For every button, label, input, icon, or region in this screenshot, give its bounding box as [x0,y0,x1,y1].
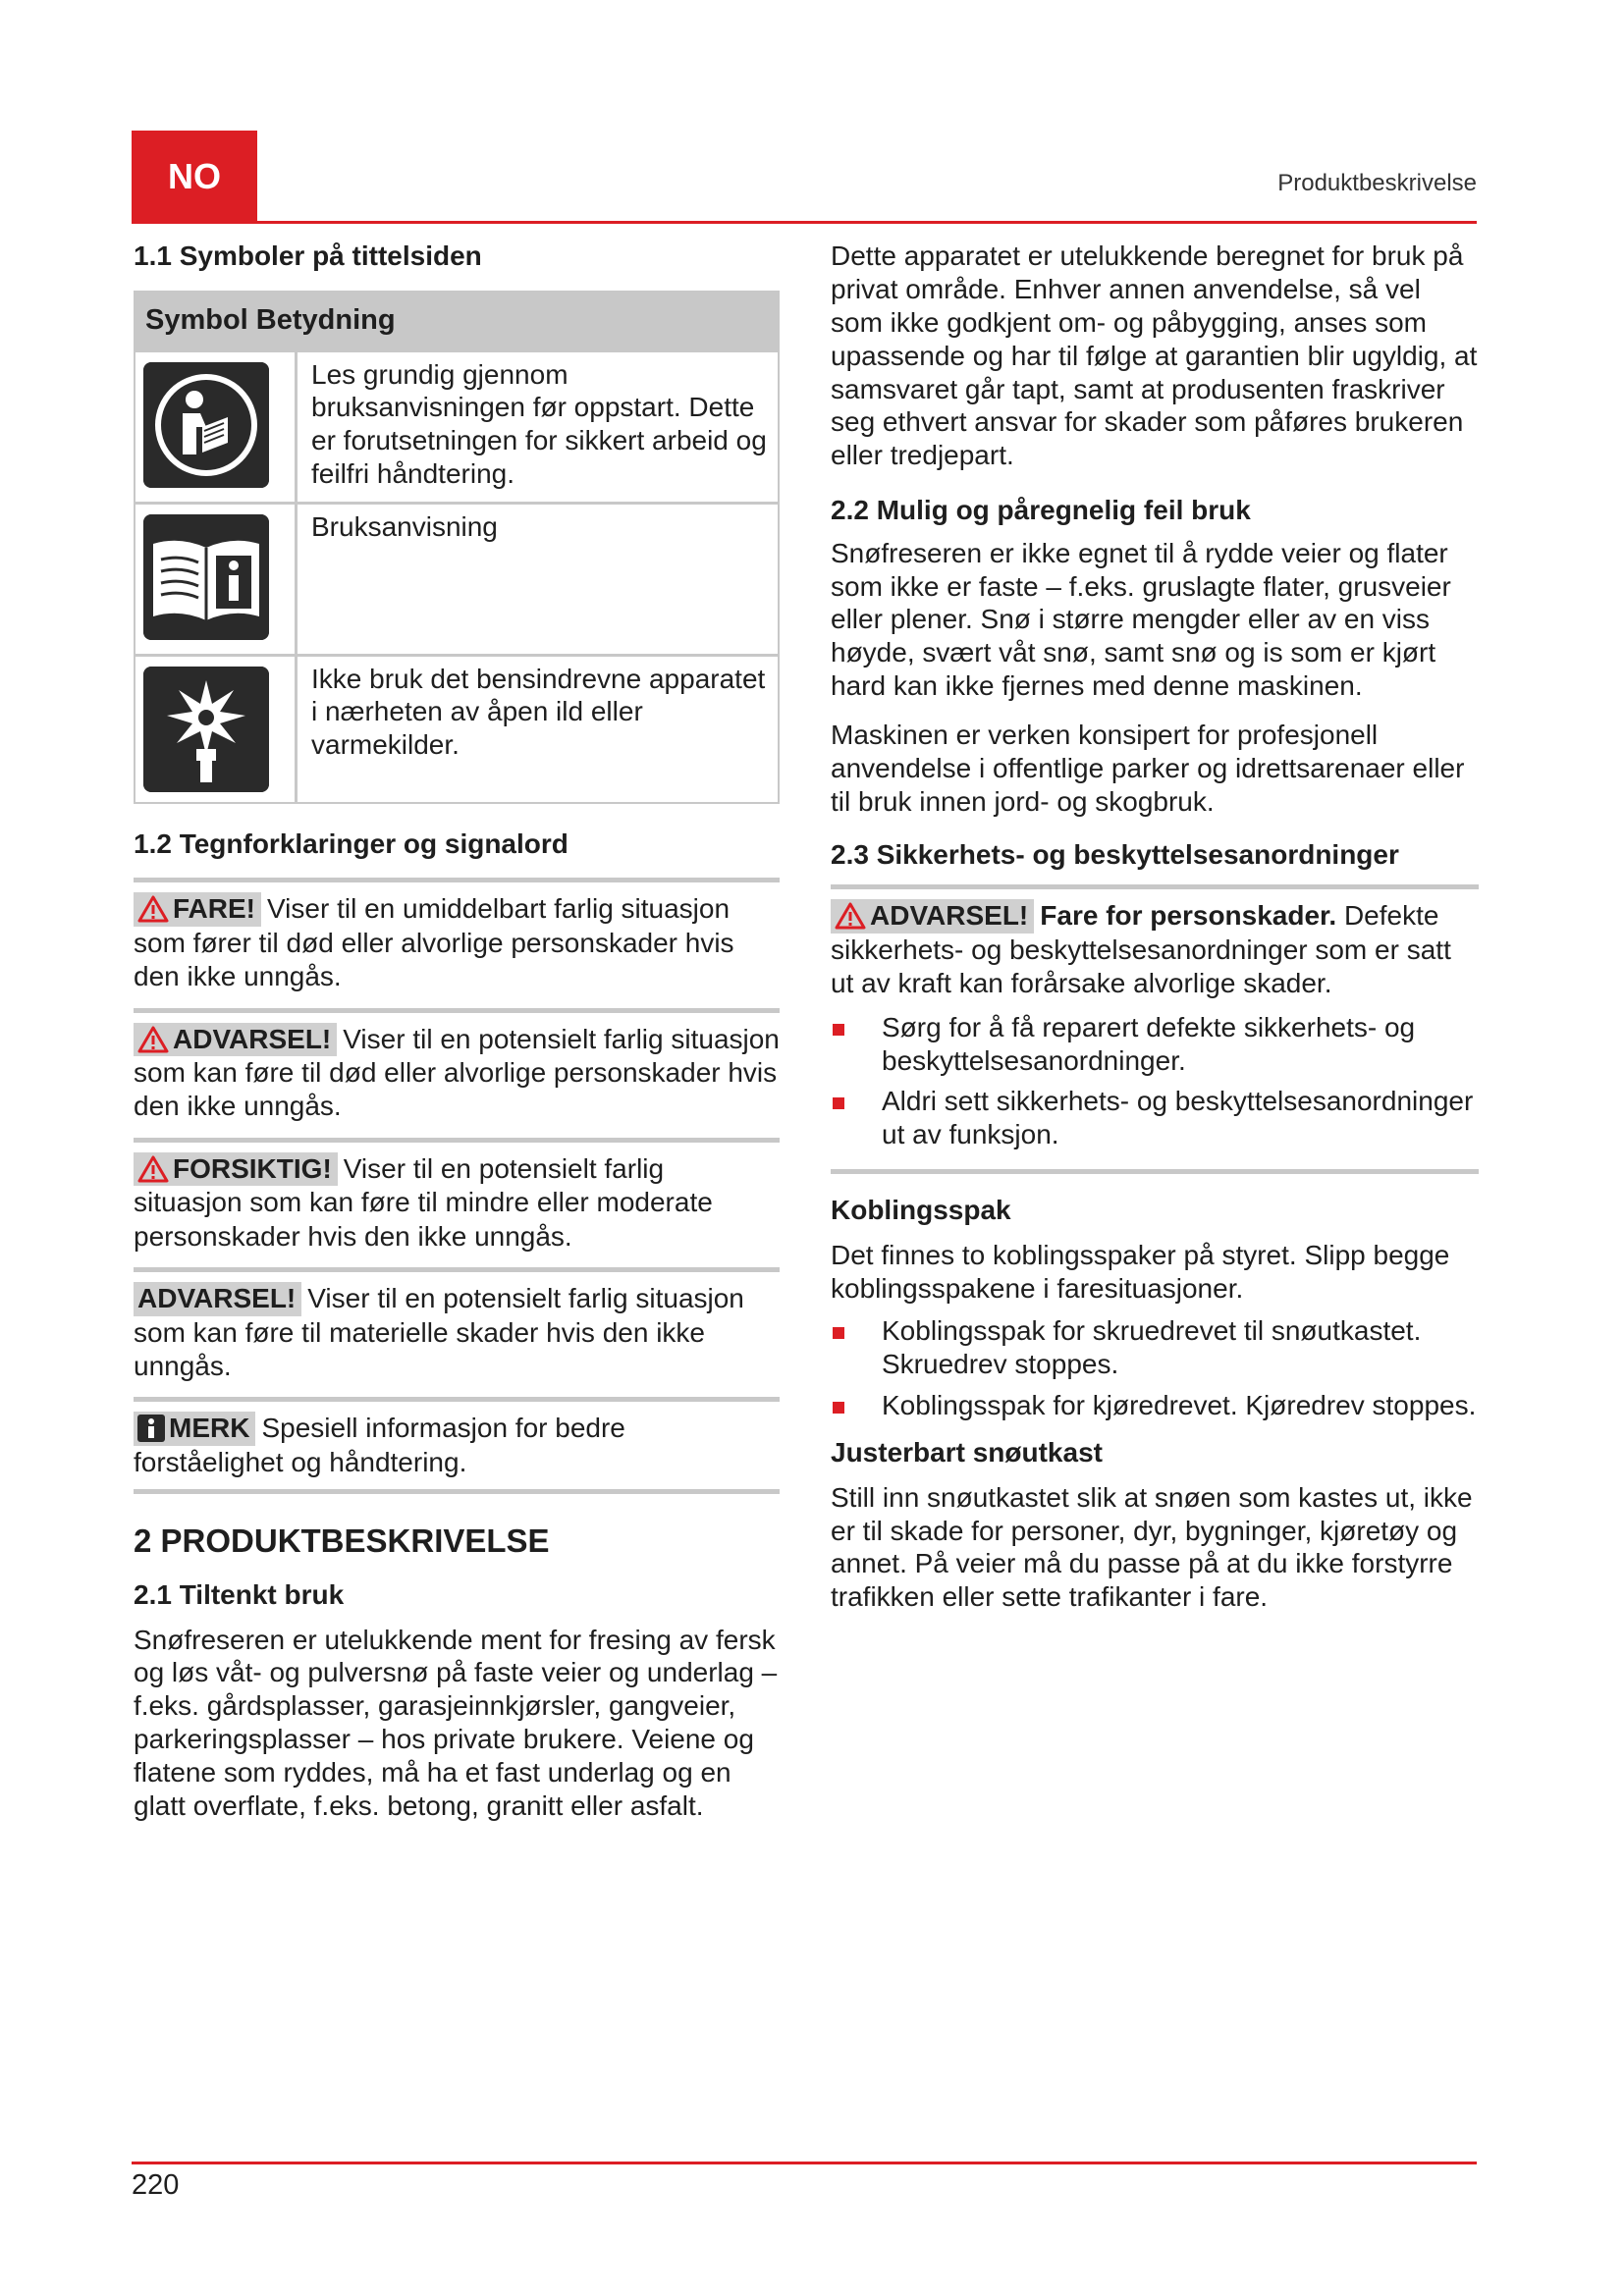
heading-2-1: 2.1 Tiltenkt bruk [134,1578,345,1610]
left-column [134,240,780,1839]
signal-text: Viser til en potensielt farlig situasjon som kan føre til død eller alvorlige personskader hvis den ikke unngås. [134,1023,780,1122]
running-header: Produktbeskrivelse [1277,170,1477,196]
signal-text: Viser til en potensielt farlig situasjon som kan føre til materielle skader hvis den ikke unngås. [134,1283,744,1381]
symbol-table [134,291,780,804]
paragraph-2-1: Snøfreseren er utelukkende ment for fresing av fersk og løs våt- og pulversnø på faste veier og underlag – f.eks. gårdsplasser, garasjeinnkjørsler, gangveier, parkeringsplasser – hos private brukere. Veiene og flatene som ryddes, må ha et fast underlag og en glatt overflate, f.eks. betong, granitt eller asfalt. [134,1624,778,1821]
warning-bold: Fare for personskader. [1040,900,1337,932]
heading-2-2: 2.2 Mulig og påregnelig feil bruk [831,495,1251,526]
signal-caution [134,1138,780,1254]
paragraph-clutch: Det finnes to koblingsspaker på styret. Slipp begge koblingsspakene i faresituasjoner. [831,1239,1450,1304]
heading-1-2: 1.2 Tegnforklaringer og signalord [134,828,568,859]
list-item: Aldri sett sikkerhets- og beskyttelsesanordninger ut av funksjon. [831,1085,1479,1151]
page-number: 220 [132,2169,180,2201]
paragraph-intended-use: Dette apparatet er utelukkende beregnet for bruk på privat område. Enhver annen anvendelse, så vel som ikke godkjent om- og påbygging, anses som upassende og har til følge at garantien blir ugyldig, at samsvaret går tapt, samt at produsenten fraskriver seg ethvert ansvar for skader som påføres brukeren eller tredjepart. [831,240,1478,471]
table-row [135,350,779,503]
warning-triangle-icon [835,902,866,930]
paragraph-misuse-2: Maskinen er verken konsipert for profesjonell anvendelse i offentlige parker og idrettsarenaer eller til bruk innen jord- og skogbruk. [831,720,1465,817]
table-row [135,655,779,803]
signal-warning [134,1008,780,1124]
table-row [135,503,779,655]
list-item: Sørg for å få reparert defekte sikkerhets- og beskyttelsesanordninger. [831,1011,1479,1078]
paragraph-snow-chute: Still inn snøutkastet slik at snøen som kastes ut, ikke er til skade for personer, dyr, bygninger, kjøretøy og annet. På veier må du passe på at du ikke forstyrre trafikken eller sette trafikanter i fare. [831,1481,1473,1613]
signal-text: Viser til en umiddelbart farlig situasjon som fører til død eller alvorlige personskader hvis den ikke unngås. [134,893,734,992]
paragraph-misuse-1: Snøfreseren er ikke egnet til å rydde veier og flater som ikke er faste – f.eks. gruslagte flater, grusveier eller plener. Snø i større mengder eller av en viss høyde, svært våt snø, samt snø og is som er kjørt hard kan ikke fjernes med denne maskinen. [831,537,1451,702]
signal-word-tag: FORSIKTIG! [134,1152,338,1186]
info-icon [137,1415,165,1442]
signal-word-tag: ADVARSEL! [134,1282,301,1315]
symbol-meaning: Bruksanvisning [297,503,780,655]
language-tab: NO [132,131,257,222]
signal-property-warning [134,1267,780,1383]
signal-note [134,1397,780,1494]
footer-rule [132,2162,1477,2164]
signal-danger [134,878,780,993]
list-item: Koblingsspak for skruedrevet til snøutkastet. Skruedrev stoppes. [831,1314,1479,1381]
signal-word-tag: FARE! [134,892,261,926]
warning-triangle-icon [137,1026,169,1053]
clutch-bullet-list [831,1314,1479,1422]
header-rule [132,221,1477,224]
warning-triangle-icon [137,1155,169,1183]
heading-2-3: 2.3 Sikkerhets- og beskyttelsesanordninger [831,838,1399,870]
signal-word-tag: MERK [134,1412,255,1445]
manual-book-icon [143,514,269,640]
signal-word-tag: ADVARSEL! [134,1023,337,1056]
signal-text: Viser til en potensielt farlig situasjon som kan føre til mindre eller moderate personskader hvis den ikke unngås. [134,1152,713,1252]
symbol-table-header: Symbol Betydning [135,292,779,351]
signal-text: Spesiell informasjon for bedre forståelighet og håndtering. [134,1413,625,1477]
heading-snow-chute: Justerbart snøutkast [831,1437,1103,1468]
warning-bullet-list [831,1011,1479,1152]
no-open-flame-icon [143,667,269,792]
signal-word-tag: ADVARSEL! [831,899,1034,933]
symbol-meaning: Les grundig gjennom bruksanvisningen før oppstart. Dette er forutsetningen for sikkert arbeid og feilfri håndtering. [297,350,780,503]
read-manual-icon [143,362,269,488]
section-2-title: 2 PRODUKTBESKRIVELSE [134,1522,550,1560]
list-item: Koblingsspak for kjøredrevet. Kjøredrev stoppes. [831,1389,1479,1422]
safety-warning-block [831,884,1479,1174]
warning-triangle-icon [137,895,169,923]
warning-text: Defekte sikkerhets- og beskyttelsesanordninger som er satt ut av kraft kan forårsake alvorlige skader. [831,900,1451,999]
heading-clutch-lever: Koblingsspak [831,1195,1011,1226]
heading-1-1: 1.1 Symboler på tittelsiden [134,240,482,271]
symbol-meaning: Ikke bruk det bensindrevne apparatet i nærheten av åpen ild eller varmekilder. [297,655,780,803]
right-column [831,240,1479,1629]
